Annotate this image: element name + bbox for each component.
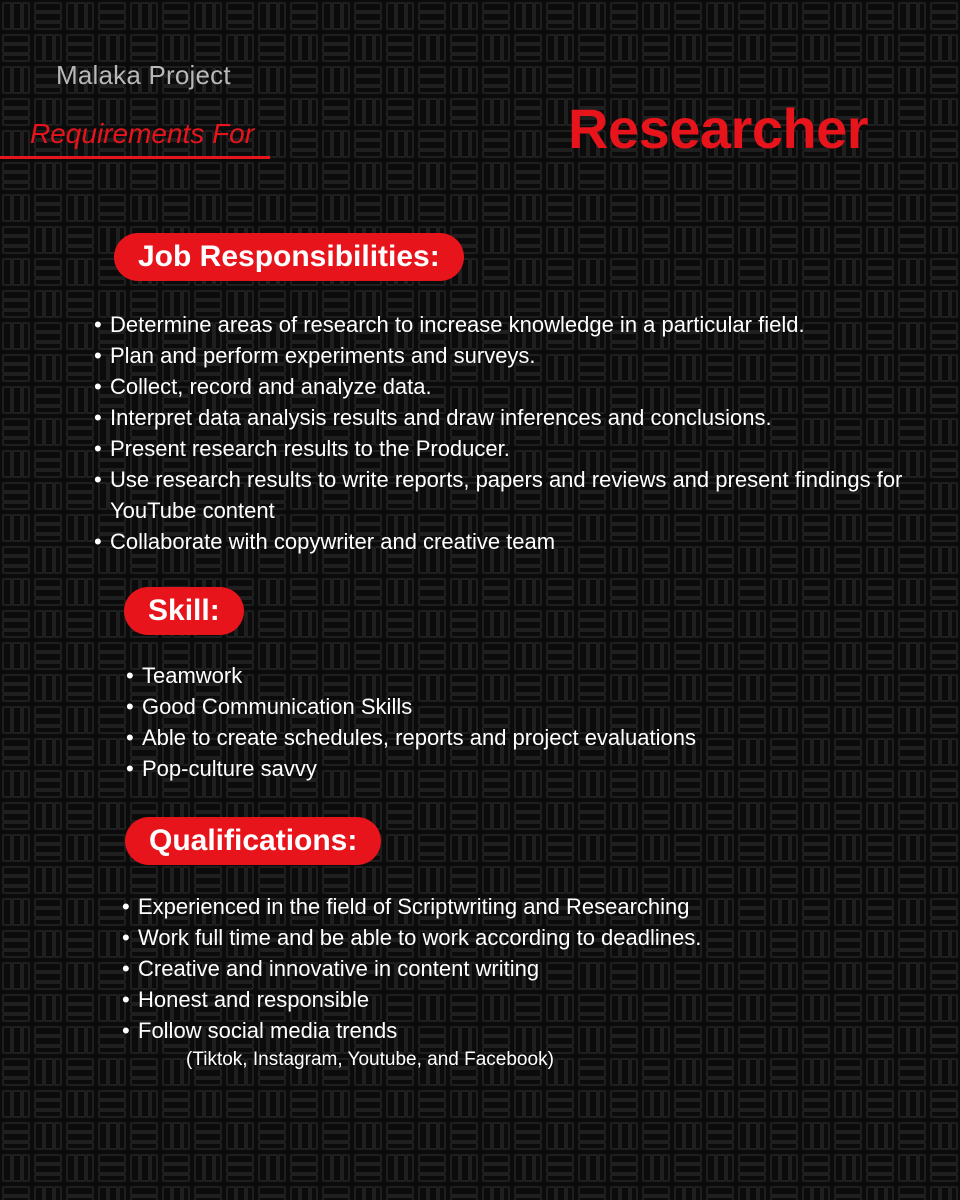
list-item: • Interpret data analysis results and draw inferences and conclusions.	[94, 402, 954, 433]
qualifications-list	[122, 891, 922, 1046]
brand-name: Malaka Project	[56, 60, 231, 90]
social-media-note: (Tiktok, Instagram, Youtube, and Facebook)	[186, 1049, 554, 1070]
list-item: • Pop-culture savvy	[126, 753, 926, 784]
list-item: • Plan and perform experiments and surveys.	[94, 340, 954, 371]
job-responsibilities-list	[94, 309, 954, 557]
list-item: • Honest and responsible	[122, 984, 922, 1015]
list-item: • Collaborate with copywriter and creative team	[94, 526, 954, 557]
list-item: • Use research results to write reports, papers and reviews and present findings for YouTube content	[94, 464, 954, 526]
list-item: • Experienced in the field of Scriptwriting and Researching	[122, 891, 922, 922]
list-item: • Creative and innovative in content writing	[122, 953, 922, 984]
list-item: • Good Communication Skills	[126, 691, 926, 722]
list-item: • Collect, record and analyze data.	[94, 371, 954, 402]
list-item: • Able to create schedules, reports and project evaluations	[126, 722, 926, 753]
list-item: • Teamwork	[126, 660, 926, 691]
requirements-underline	[0, 156, 270, 159]
list-item: • Present research results to the Producer.	[94, 433, 954, 464]
role-title: Researcher	[568, 97, 869, 160]
list-item: • Determine areas of research to increase knowledge in a particular field.	[94, 309, 954, 340]
skill-list	[126, 660, 926, 784]
list-item: • Work full time and be able to work according to deadlines.	[122, 922, 922, 953]
job-responsibilities-heading: Job Responsibilities:	[114, 233, 464, 281]
skill-heading: Skill:	[124, 587, 244, 635]
list-item: • Follow social media trends	[122, 1015, 922, 1046]
requirements-for-label: Requirements For	[30, 118, 255, 149]
qualifications-heading: Qualifications:	[125, 817, 381, 865]
